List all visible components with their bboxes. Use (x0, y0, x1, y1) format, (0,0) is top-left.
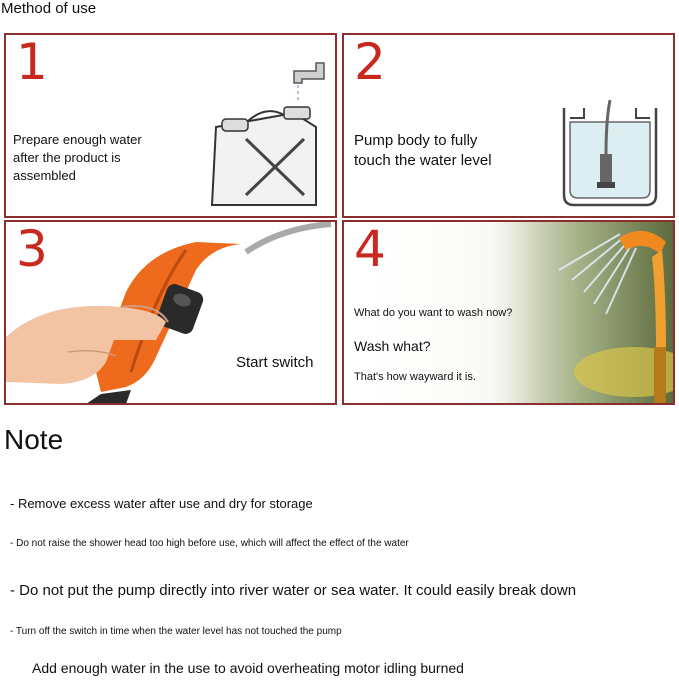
note-line-4: - Turn off the switch in time when the water level has not touched the pump (10, 626, 342, 637)
step-number: 4 (354, 220, 386, 278)
step-question-2: Wash what? (354, 338, 431, 354)
water-canister-icon (176, 35, 336, 215)
step-card-2 (342, 33, 675, 218)
note-line-1: - Remove excess water after use and dry for storage (10, 496, 313, 511)
step-caption: Prepare enough water after the product is assembled (13, 132, 142, 183)
hand-pump-switch-photo (6, 222, 336, 404)
note-line-2: - Do not raise the shower head too high before use, which will affect the effect of the water (10, 538, 409, 549)
step-card-3 (4, 220, 337, 405)
step-number: 2 (354, 33, 386, 91)
note-line-5: Add enough water in the use to avoid overheating motor idling burned (32, 660, 464, 676)
note-line-3: - Do not put the pump directly into river water or sea water. It could easily break down (10, 582, 577, 599)
step-caption: Start switch (236, 354, 314, 371)
step-number: 1 (16, 33, 48, 91)
note-heading: Note (4, 424, 64, 455)
step-caption: Pump body to fully touch the water level (354, 132, 492, 169)
step-number: 3 (16, 220, 48, 278)
step-question-1: What do you want to wash now? (354, 307, 513, 319)
step-question-3: That's how wayward it is. (354, 371, 476, 383)
step-card-1 (4, 33, 337, 218)
pump-in-tank-icon (554, 90, 674, 218)
step-card-4 (342, 220, 675, 405)
page-title: Method of use (1, 0, 97, 17)
